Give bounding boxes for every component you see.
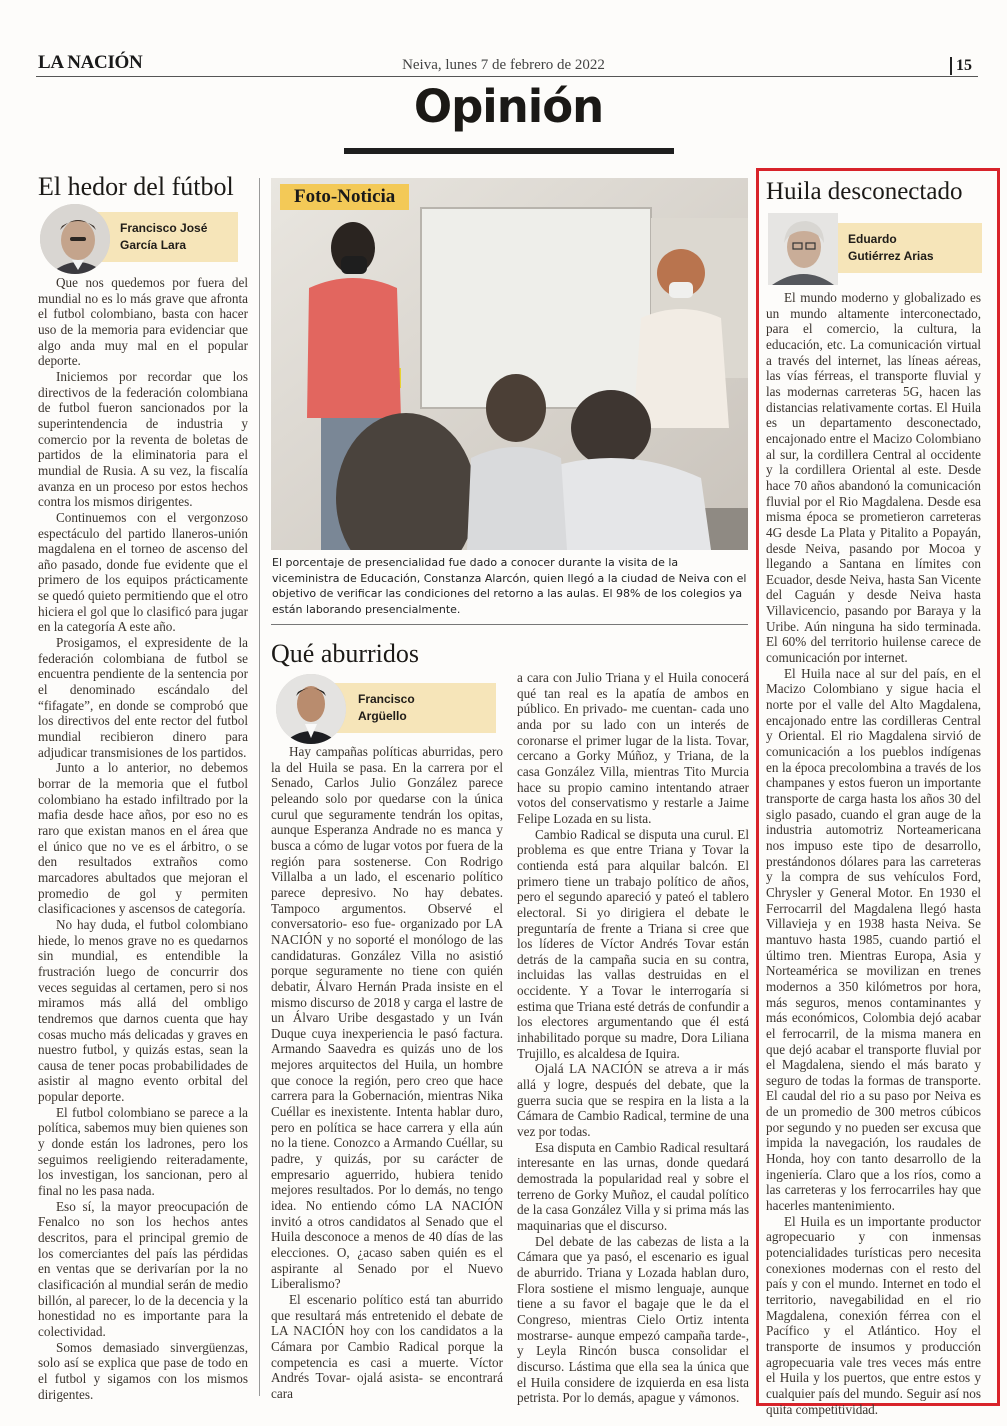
paragraph: Ojalá LA NACIÓN se atreva a ir más allá y logre, después del debate, que la guerra sucia que se respira en la lista a la Cámara de Cambio Radical, termine de una vez por todas. [517, 1061, 749, 1140]
header-divider [36, 76, 978, 77]
author-photo [276, 674, 346, 744]
author-photo [40, 204, 110, 274]
foto-noticia-label: Foto-Noticia [280, 184, 409, 210]
paragraph: El Huila nace al sur del país, en el Macizo Colombiano y sigue hacia el norte por el valle del Alto Magdalena, encajonado entre las cordilleras Central y Oriental. El rio Magdalena sirvió de comunicación a los pueblos indígenas en la época precolombina a través de los champanes y estos fueron un importante transporte de carga hasta los años 30 del siglo pasado, cuando el gran auge de la industria automotriz Norteamericana nos impuso este tipo de desarrollo, prestándonos dólares para las carreteras y la compra de sus vehículos Ford, Chrysler y General Motor. En 1930 el Ferrocarril del Magdalena llegó hasta Villavieja y en 1938 hasta Neiva. Se mantuvo hasta 1985, cuando partió el último tren. Mientras Europa, Asia y Norteamérica se movilizan en trenes modernos a 350 kilómetros por hora, más seguros, menos contaminantes y más económicos, Colombia dejó acabar el ferrocarril, de la misma manera en que dejó acabar el transporte fluvial por el Magdalena, siendo el más barato y seguro de todas la formas de transporte. El caudal del rio a su paso por Neiva es de un promedio de 300 metros cúbicos por segundo y no pueden ser excusa que impida la navegación, los raudales de Honda, hoy con tanto desarrollo de la ingeniería. Claro que a los ríos, como a las carreteras y los ferrocarriles hay que hacerles mantenimiento. [766, 665, 981, 1214]
section-divider [271, 624, 748, 625]
article-body-huila [766, 290, 981, 1417]
author-portrait-icon [40, 204, 110, 274]
paragraph: Que nos quedemos por fuera del mundial no es lo más grave que afronta el futbol colombiano, basta con hacer uso de la memoria para evidenciar que algo anda muy mal en el popular deporte. [38, 275, 248, 369]
classroom-photo [271, 178, 748, 550]
paragraph: El mundo moderno y globalizado es un mundo altamente interconectado, para el comercio, la cultura, la educación, etc. La comunicación virtual a través del internet, las líneas aéreas, las vías férreas, el transporte fluvial y las modernas carreteras 5G, hacen las distancias relativamente cortas. El Huila es un departamento desconectado, encajonado entre el Macizo Colombiano al sur, la cordillera Central al occidente y la cordillera Oriental al este. Desde hace 70 años abandonó la comunicación fluvial por el Rio Magdalena. Desde esa misma época se prometieron carreteras 4G desde La Plata y Pitalito a Popayán, desde Neiva, pasando por Mocoa y llegando a Santana en límites con Ecuador, desde Neiva, hasta San Vicente del Caguán y desde Neiva hasta Villavicencio, pasando por Baraya y la Uribe. Aún ninguna ha sido terminada. El 60% del territorio huilense carece de comunicación por internet. [766, 290, 981, 666]
paragraph: Eso sí, la mayor preocupación de Fenalco no son los hechos antes descritos, para el principal gremio de los comerciantes del país las pérdidas en ventas que se derivarían por la no clasificación al mundial serán de medio billón, al parecer, lo de la decencia y la honestidad no es importante para la colectividad. [38, 1198, 248, 1339]
author-byline: Francisco Argüello [320, 683, 496, 733]
author-portrait-icon [768, 213, 838, 285]
section-title: Opinión [413, 80, 604, 133]
masthead-logo: LA NACIÓN [38, 52, 143, 73]
paragraph: Esa disputa en Cambio Radical resultará interesante en las urnas, donde quedará demostrada la popularidad real y sobre el terreno de Gorky Muñoz, el caudal político de la casa González Villa y si prima más las maquinarias que el discurso. [517, 1139, 749, 1233]
author-byline: Eduardo Gutiérrez Arias [812, 223, 982, 273]
paragraph: El escenario político está tan aburrido que resultará más entretenido el debate de LA NACIÓN hoy con los candidatos a la Cámara por Cambio Radical porque la competencia es casi a muerte. Víctor Andrés Tovar- ojalá asista- se encontrará cara [271, 1291, 503, 1401]
dateline: Neiva, lunes 7 de febrero de 2022 [402, 57, 605, 73]
paragraph: El futbol colombiano se parece a la política, sabemos muy bien quienes son y donde están los ladrones, pero los seguimos reeligiendo reiteradamente, los investigan, los sancionan, pero al final no les pasa nada. [38, 1104, 248, 1199]
article-body-hedor [38, 275, 248, 1402]
column-divider [259, 178, 260, 1396]
paragraph: Hay campañas políticas aburridas, pero la del Huila se pasa. En la carrera por el Senado, Carlos Julio González parece peleando solo por quedarse con la única curul que seguramente tendrán los opitas, aunque Esperanza Andrade no es manca y busca a cómo de lugar votos por fuera de la región para sostenerse. Con Rodrigo Villalba a un lado, el escenario político parece depresivo. No hay debates. Tampoco argumentos. Observé el conversatorio- eso fue- organizado por LA NACIÓN y no soporté el monólogo de las candidaturas. González Villa no asistió porque seguramente no tiene con quién debatir, Álvaro Hernán Prada insiste en el mismo discurso de 2018 y carga el lastre de un Álvaro Uribe desgastado y un Iván Duque cuya inexperiencia le pasó factura. Armando Saavedra es quizás uno de los mejores arquitectos del Huila, un hombre que conoce la región, pero creo que hace carrera para la Gobernación, mientras Nika Cuéllar es inexistente. Intenta hablar duro, pero en política se hace carrera y ella aún no la tiene. Conozco a Armando Cuéllar, su padre, y quizás, por su carácter de empresario aguerrido, hubiera tenido mejores resultados. Por lo demás, no tengo idea. No entiendo cómo LA NACIÓN invitó a otros candidatos al Senado que el Huila desconoce a menos de 40 días de las elecciones. O, ¿acaso saben quién es el aspirante al Senado por el Nuevo Liberalismo? [271, 744, 503, 1292]
paragraph: Junto a lo anterior, no debemos borrar de la memoria que el futbol colombiano ha estado infiltrado por la mafia desde hace años, por eso no es raro que existan manos en el área que el único que no ve es el árbitro, o se den resultados extraños como marcadores abultados que mejoran el promedio de gol y permiten clasificaciones y ascensos de categoría. [38, 760, 248, 917]
author-byline: Francisco José García Lara [80, 212, 238, 262]
paragraph: Prosigamos, el expresidente de la federación colombiana de futbol se encuentra pendiente de la sentencia por el denominado escándalo del “fifagate”, en donde se comprobó que los directivos del ente rector del futbol mundial recibieron dinero para adjudicar transmisiones de los partidos. [38, 635, 248, 760]
paragraph: El Huila es un importante productor agropecuario y con inmensas potencialidades turísticas pero necesita conexiones modernas con el resto del país y con el mundo. Internet en todo el territorio, navegabilidad en el rio Magdalena, conexión férrea con el Pacífico y el Atlántico. Hoy el transporte de insumos y producción agropecuaria vale tres veces más entre el Huila y los puertos, que entre estos y cualquier país del mundo. Seguir así nos quita competitividad. [766, 1213, 981, 1417]
paragraph: Somos demasiado sinvergüenzas, solo así se explica que pase de todo en el futbol y sigamos con los mismos dirigentes. [38, 1339, 248, 1402]
page-number: 15 [950, 57, 972, 75]
news-photo [271, 178, 748, 550]
article-body-aburridos-col1 [271, 744, 503, 1402]
author-portrait-icon [276, 674, 346, 744]
article-headline-hedor: El hedor del fútbol [38, 172, 234, 201]
article-headline-huila: Huila desconectado [766, 178, 963, 205]
article-headline-aburridos: Qué aburridos [271, 639, 420, 668]
paragraph: Continuemos con el vergonzoso espectáculo del partido llaneros-unión magdalena en el torneo de ascenso del año pasado, donde fue evidente que el primero de los equipos prácticamente se quedó quieto permitiendo que el otro hiciera el gol que lo clasificó para jugar en la categoría A este año. [38, 509, 248, 635]
paragraph: Del debate de las cabezas de lista a la Cámara que ya pasó, el escenario es igual de aburrido. Triana y Lozada hablan duro, Flora sostiene el mismo lenguaje, aunque tiene a su favor el bagaje que le da el Congreso, mientras Cielo Ortiz intenta mostrarse- aunque empezó campaña tarde-, y Leyla Rincón busca consolidar el discurso. Lástima que ella sea la única que el Huila considere de izquierda en esa lista petrista. Por lo demás, apague y vámonos. [517, 1233, 749, 1406]
section-underline [344, 148, 674, 154]
paragraph: Iniciemos por recordar que los directivos de la federación colombiana de futbol fueron sancionados por la superintendencia de industria y comercio por la reventa de boletas de partidos de la eliminatoria para el mundial de Rusia. A su vez, la fiscalía avanza en un proceso por estos hechos contra los mismos dirigentes. [38, 368, 248, 510]
paragraph: a cara con Julio Triana y el Huila conocerá qué tan real es la apatía de ambos en público. En privado- me cuentan- cada uno anda por su lado con un interés de coronarse el primer lugar de la lista. Tovar, cercano a Gorky Múñoz, y Triana, de la casa González Villa, mientras Tito Murcia hace su propio camino intentando atraer votos del conservatismo y restarle a Jaime Felipe Lozada en su lista. [517, 670, 749, 826]
paragraph: No hay duda, el futbol colombiano hiede, lo menos grave no es quedarnos sin mundial, es entendible la frustración luego de concurrir dos veces seguidas al certamen, pero si nos miramos más allá del ombligo tendremos que darnos cuenta que hay cosas mucho más delicadas y graves en nuestro futbol, y quizás estas, sean la causa de tener pocas probabilidades de asistir al magno evento orbital del popular deporte. [38, 916, 248, 1105]
paragraph: Cambio Radical se disputa una curul. El problema es que entre Triana y Tovar la contienda está para alquilar balcón. El primero tiene un trabajo político de años, pero el segundo apareció y pateó el tablero electoral. Si yo dirigiera el debate le preguntaría de frente a Triana si cree que los líderes de Víctor Andrés Tovar están detrás de la campaña sucia en su contra, incluidas las vallas destruidas en el occidente. Y a Tovar le interrogaría si estima que Triana esté detrás de confundir a los electores argumentando que él está inhabilitado porque su madre, Dora Liliana Trujillo, es alcaldesa de Iquira. [517, 826, 749, 1061]
photo-caption: El porcentaje de presencialidad fue dado a conocer durante la visita de la viceministra de Educación, Constanza Alarcón, quien llegó a la ciudad de Neiva con el objetivo de verificar las condiciones del retorno a las aulas. El 98% de los colegios ya están laborando presencialmente. [272, 556, 747, 616]
article-body-aburridos-col2 [517, 670, 749, 1406]
author-photo [768, 213, 838, 285]
